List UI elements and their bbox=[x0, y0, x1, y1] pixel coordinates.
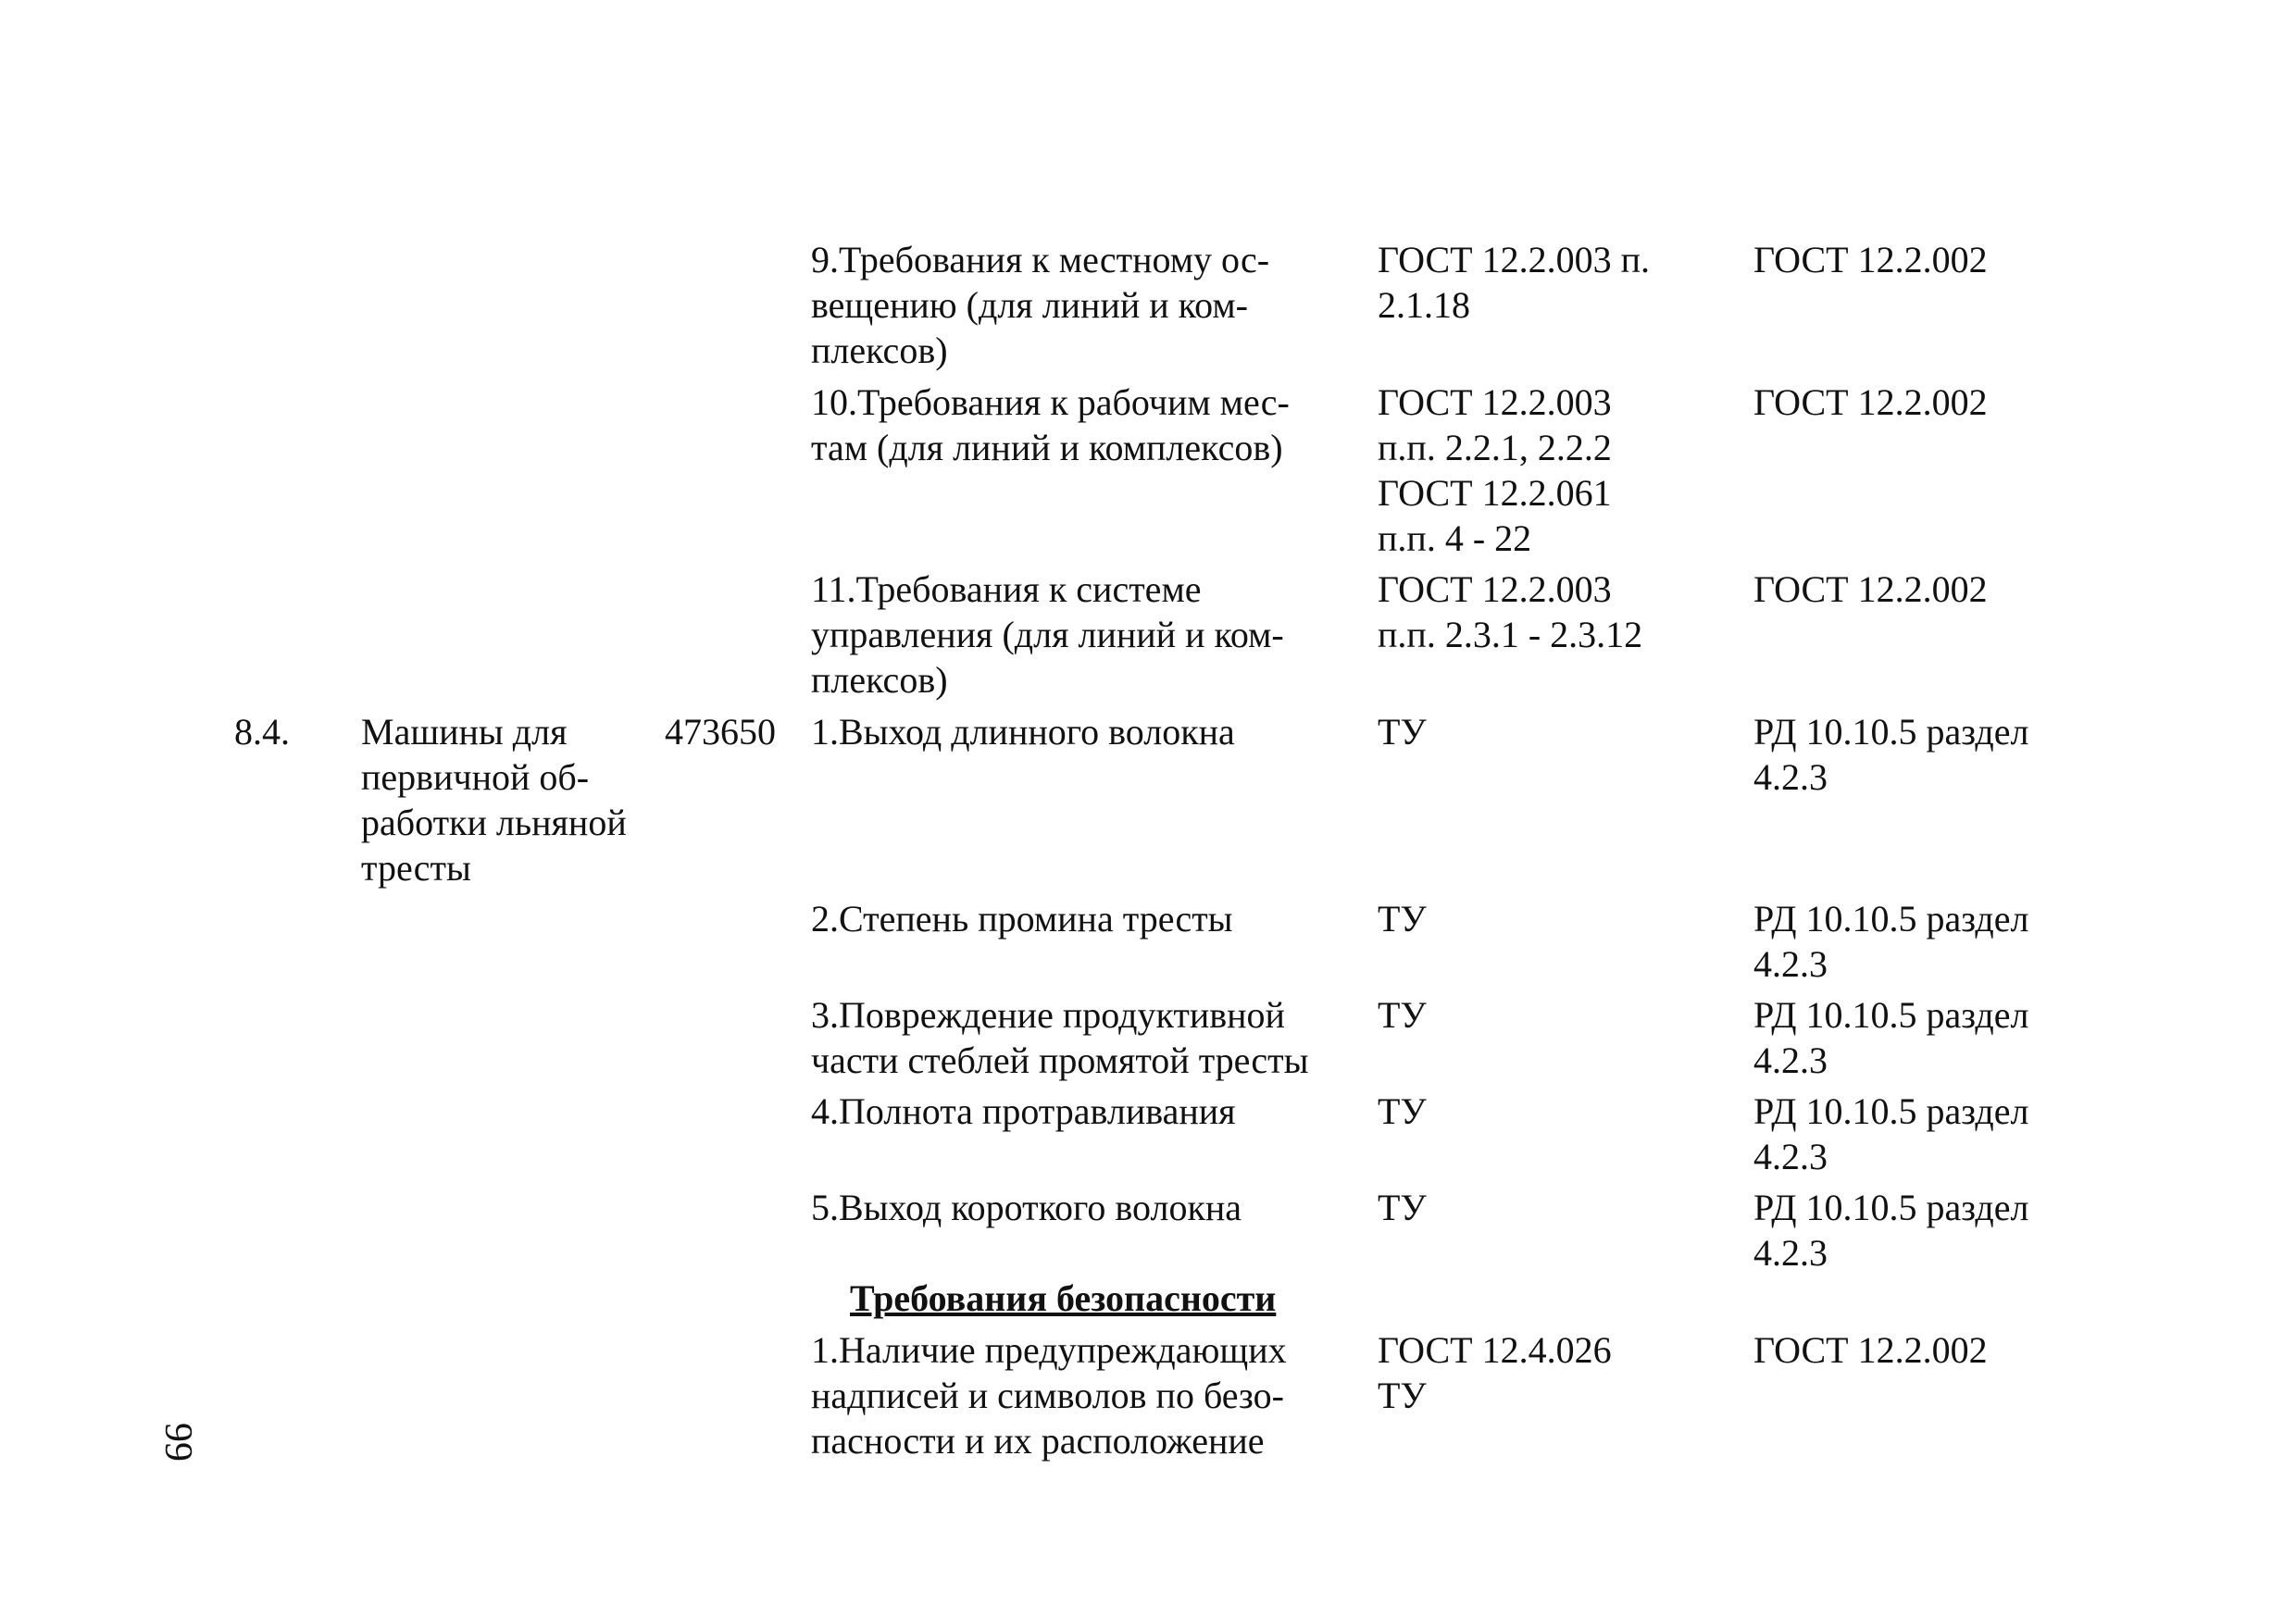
parameter-cell: 11.Требования к системе управления (для линий и ком- плексов) bbox=[811, 568, 1284, 701]
item-number-cell: 8.4. bbox=[234, 711, 290, 753]
method-cell: ГОСТ 12.2.002 bbox=[1753, 1329, 1988, 1371]
method-cell: РД 10.10.5 раздел 4.2.3 bbox=[1753, 994, 2029, 1081]
parameter-cell: 5.Выход короткого волокна bbox=[811, 1187, 1242, 1228]
parameter-cell: 1.Выход длинного волокна bbox=[811, 711, 1235, 753]
method-cell: ГОСТ 12.2.002 bbox=[1753, 381, 1988, 423]
ntd-cell: ТУ bbox=[1378, 1187, 1427, 1228]
ntd-cell: ТУ bbox=[1378, 994, 1427, 1036]
ntd-cell: ТУ bbox=[1378, 898, 1427, 940]
method-cell: ГОСТ 12.2.002 bbox=[1753, 568, 1988, 610]
ntd-cell: ГОСТ 12.2.003 п.п. 2.3.1 - 2.3.12 bbox=[1378, 568, 1643, 655]
parameter-cell: 4.Полнота протравливания bbox=[811, 1090, 1236, 1132]
parameter-cell: 9.Требования к местному ос- вещению (для линий и ком- плексов) bbox=[811, 239, 1270, 371]
method-cell: РД 10.10.5 раздел 4.2.3 bbox=[1753, 711, 2029, 798]
method-cell: РД 10.10.5 раздел 4.2.3 bbox=[1753, 898, 2029, 985]
page-number: 99 bbox=[156, 1423, 199, 1462]
method-cell: РД 10.10.5 раздел 4.2.3 bbox=[1753, 1187, 2029, 1274]
ntd-cell: ТУ bbox=[1378, 1090, 1427, 1132]
method-cell: ГОСТ 12.2.002 bbox=[1753, 239, 1988, 280]
ntd-cell: ГОСТ 12.2.003 п.п. 2.2.1, 2.2.2 ГОСТ 12.2.061 п.п. 4 - 22 bbox=[1378, 381, 1612, 559]
method-cell: РД 10.10.5 раздел 4.2.3 bbox=[1753, 1090, 2029, 1177]
ntd-cell: ТУ bbox=[1378, 711, 1427, 753]
parameter-cell: 2.Степень промина тресты bbox=[811, 898, 1233, 940]
parameter-cell: 1.Наличие предупреждающих надписей и символов по безо- пасности и их расположение bbox=[811, 1329, 1287, 1462]
parameter-cell: 10.Требования к рабочим мес- там (для линий и комплексов) bbox=[811, 381, 1290, 468]
ntd-cell: ГОСТ 12.2.003 п. 2.1.18 bbox=[1378, 239, 1651, 326]
product-code-cell: 473650 bbox=[665, 711, 776, 753]
product-name-cell: Машины для первичной об- работки льняной тресты bbox=[361, 711, 627, 889]
parameter-cell: 3.Повреждение продуктивной части стеблей промятой тресты bbox=[811, 994, 1309, 1081]
ntd-cell: ГОСТ 12.4.026 ТУ bbox=[1378, 1329, 1612, 1416]
safety-requirements-heading: Требования безопасности bbox=[850, 1277, 1277, 1319]
